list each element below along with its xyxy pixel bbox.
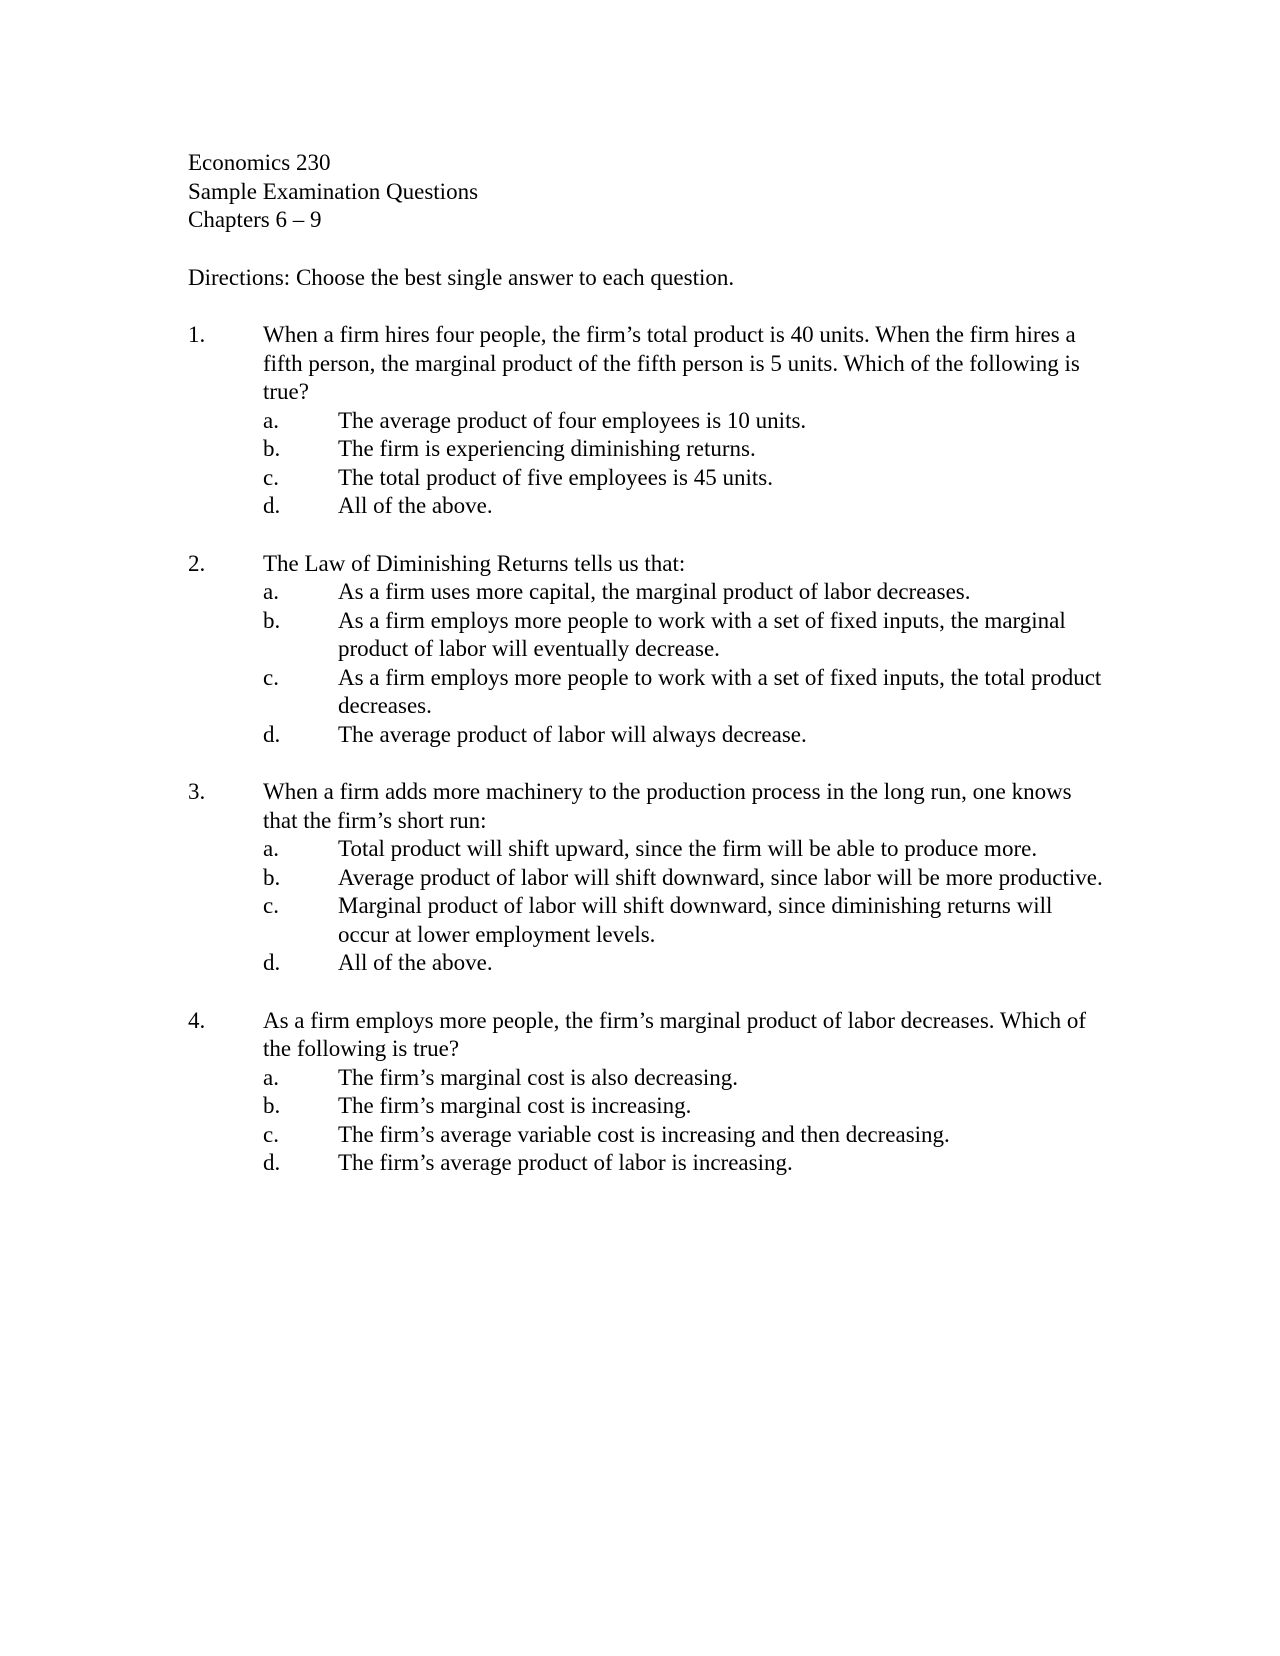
question-text: The Law of Diminishing Returns tells us that:: [263, 550, 686, 576]
option-text: The firm’s average variable cost is increasing and then decreasing.: [338, 1121, 950, 1147]
answer-option: [263, 1092, 1108, 1121]
question-list: [188, 321, 1108, 1178]
question-body: [263, 778, 1108, 978]
answer-option: [263, 492, 1108, 521]
option-letter: c.: [263, 893, 279, 918]
answer-option: [263, 892, 1108, 949]
option-text: As a firm employs more people to work with a set of fixed inputs, the marginal product of labor will eventually decrease.: [338, 607, 1066, 661]
question-number: 2.: [188, 550, 206, 576]
option-letter: a.: [263, 407, 279, 433]
exam-page: [188, 149, 1108, 1178]
option-letter: b.: [263, 1093, 281, 1118]
question-item: [188, 550, 1108, 750]
option-text: Marginal product of labor will shift downward, since diminishing returns will occur at lower employment levels.: [338, 893, 1053, 947]
question-item: [188, 778, 1108, 978]
answer-option: [263, 1149, 1108, 1178]
option-letter: b.: [263, 607, 281, 633]
question-body: [263, 321, 1108, 521]
option-text: As a firm employs more people to work with a set of fixed inputs, the total product decreases.: [338, 664, 1102, 718]
option-letter: c.: [263, 1121, 279, 1147]
question-body: [263, 550, 1108, 750]
option-letter: a.: [263, 836, 279, 861]
answer-option: [263, 607, 1108, 664]
option-letter: c.: [263, 464, 279, 490]
course-title: Economics 230: [188, 150, 331, 175]
option-letter: a.: [263, 579, 279, 604]
chapters-range: Chapters 6 – 9: [188, 207, 322, 232]
option-text: The total product of five employees is 45 units.: [338, 464, 773, 490]
answer-option: [263, 949, 1108, 978]
option-letter: d.: [263, 493, 281, 518]
option-text: All of the above.: [338, 950, 493, 975]
option-text: Average product of labor will shift downward, since labor will be more productive.: [338, 864, 1103, 890]
question-text: When a firm adds more machinery to the production process in the long run, one knows that the firm’s short run:: [263, 779, 1072, 833]
option-letter: d.: [263, 950, 281, 975]
option-letter: d.: [263, 721, 281, 747]
option-letter: a.: [263, 1064, 279, 1090]
answer-option: [263, 407, 1108, 436]
question-item: [188, 1007, 1108, 1178]
answer-option: [263, 1121, 1108, 1150]
answer-option: [263, 835, 1108, 864]
option-text: The average product of labor will always decrease.: [338, 721, 807, 747]
option-letter: d.: [263, 1150, 281, 1175]
answer-option: [263, 1064, 1108, 1093]
question-text: When a firm hires four people, the firm’s total product is 40 units. When the firm hires a fifth person, the marginal product of the fifth person is 5 units. Which of the following is true?: [263, 322, 1080, 404]
question-text: As a firm employs more people, the firm’s marginal product of labor decreases. Which of the following is true?: [263, 1007, 1087, 1061]
question-number: 1.: [188, 322, 206, 347]
option-text: The average product of four employees is 10 units.: [338, 407, 807, 433]
answer-option: [263, 435, 1108, 464]
answer-option: [263, 664, 1108, 721]
option-text: The firm is experiencing diminishing returns.: [338, 436, 756, 461]
document-header: [188, 149, 1108, 235]
option-text: The firm’s marginal cost is increasing.: [338, 1093, 692, 1118]
option-text: The firm’s marginal cost is also decreasing.: [338, 1064, 739, 1090]
question-number: 4.: [188, 1007, 206, 1033]
option-text: All of the above.: [338, 493, 493, 518]
option-letter: b.: [263, 864, 281, 890]
question-number: 3.: [188, 779, 206, 804]
option-text: As a firm uses more capital, the marginal product of labor decreases.: [338, 579, 971, 604]
answer-option: [263, 864, 1108, 893]
answer-option: [263, 464, 1108, 493]
answer-option: [263, 721, 1108, 750]
option-letter: c.: [263, 664, 279, 690]
question-body: [263, 1007, 1108, 1178]
directions-text: Directions: Choose the best single answer to each question.: [188, 264, 735, 290]
question-item: [188, 321, 1108, 521]
answer-option: [263, 578, 1108, 607]
document-title: Sample Examination Questions: [188, 178, 479, 204]
option-text: The firm’s average product of labor is increasing.: [338, 1150, 793, 1175]
option-text: Total product will shift upward, since the firm will be able to produce more.: [338, 836, 1038, 861]
option-letter: b.: [263, 436, 281, 461]
